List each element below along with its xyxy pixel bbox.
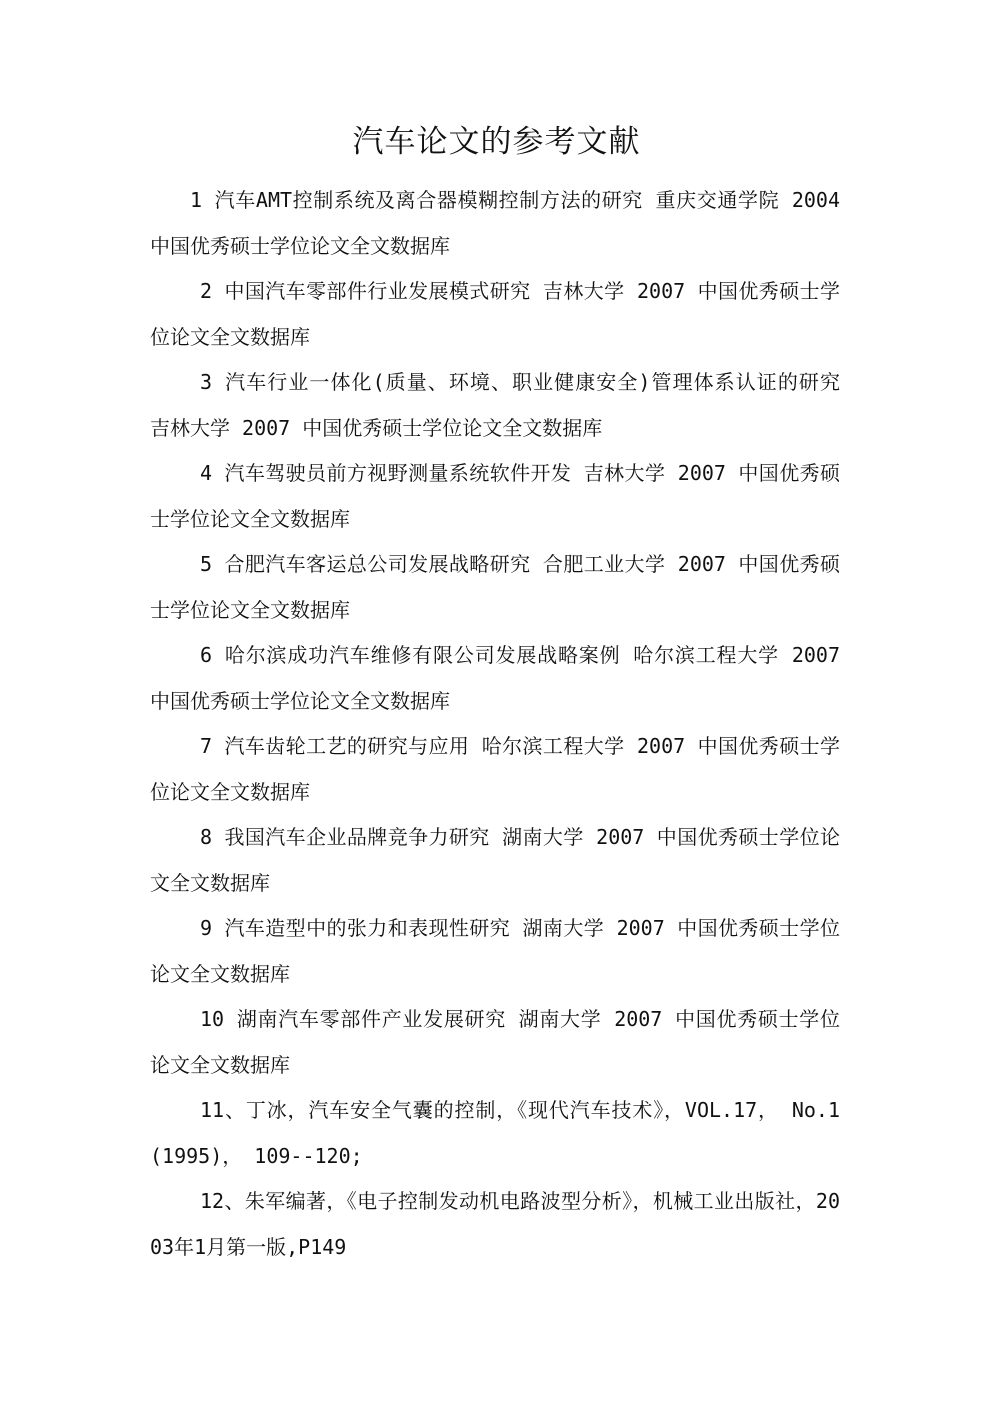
reference-item-3: 3 汽车行业一体化(质量、环境、职业健康安全)管理体系认证的研究 吉林大学 2007 中国优秀硕士学位论文全文数据库 bbox=[150, 370, 840, 440]
reference-item-12: 12、朱军编著，《电子控制发动机电路波型分析》，机械工业出版社，2003年1月第一版,P149 bbox=[150, 1189, 840, 1259]
reference-item-1: 1 汽车AMT控制系统及离合器模糊控制方法的研究 重庆交通学院 2004 中国优秀硕士学位论文全文数据库 bbox=[150, 188, 840, 258]
reference-item-2: 2 中国汽车零部件行业发展模式研究 吉林大学 2007 中国优秀硕士学位论文全文数据库 bbox=[150, 279, 840, 349]
reference-item-5: 5 合肥汽车客运总公司发展战略研究 合肥工业大学 2007 中国优秀硕士学位论文全文数据库 bbox=[150, 552, 840, 622]
reference-item-8: 8 我国汽车企业品牌竞争力研究 湖南大学 2007 中国优秀硕士学位论文全文数据库 bbox=[150, 825, 840, 895]
document-title: 汽车论文的参考文献 bbox=[352, 124, 641, 160]
reference-list bbox=[150, 178, 840, 1270]
reference-item-11: 11、丁冰，汽车安全气囊的控制，《现代汽车技术》，VOL.17， No.1(1995)， 109--120; bbox=[150, 1098, 840, 1168]
reference-item-10: 10 湖南汽车零部件产业发展研究 湖南大学 2007 中国优秀硕士学位论文全文数据库 bbox=[150, 1007, 840, 1077]
reference-item-9: 9 汽车造型中的张力和表现性研究 湖南大学 2007 中国优秀硕士学位论文全文数据库 bbox=[150, 916, 840, 986]
reference-item-6: 6 哈尔滨成功汽车维修有限公司发展战略案例 哈尔滨工程大学 2007 中国优秀硕士学位论文全文数据库 bbox=[150, 643, 840, 713]
reference-item-4: 4 汽车驾驶员前方视野测量系统软件开发 吉林大学 2007 中国优秀硕士学位论文全文数据库 bbox=[150, 461, 840, 531]
reference-item-7: 7 汽车齿轮工艺的研究与应用 哈尔滨工程大学 2007 中国优秀硕士学位论文全文数据库 bbox=[150, 734, 840, 804]
